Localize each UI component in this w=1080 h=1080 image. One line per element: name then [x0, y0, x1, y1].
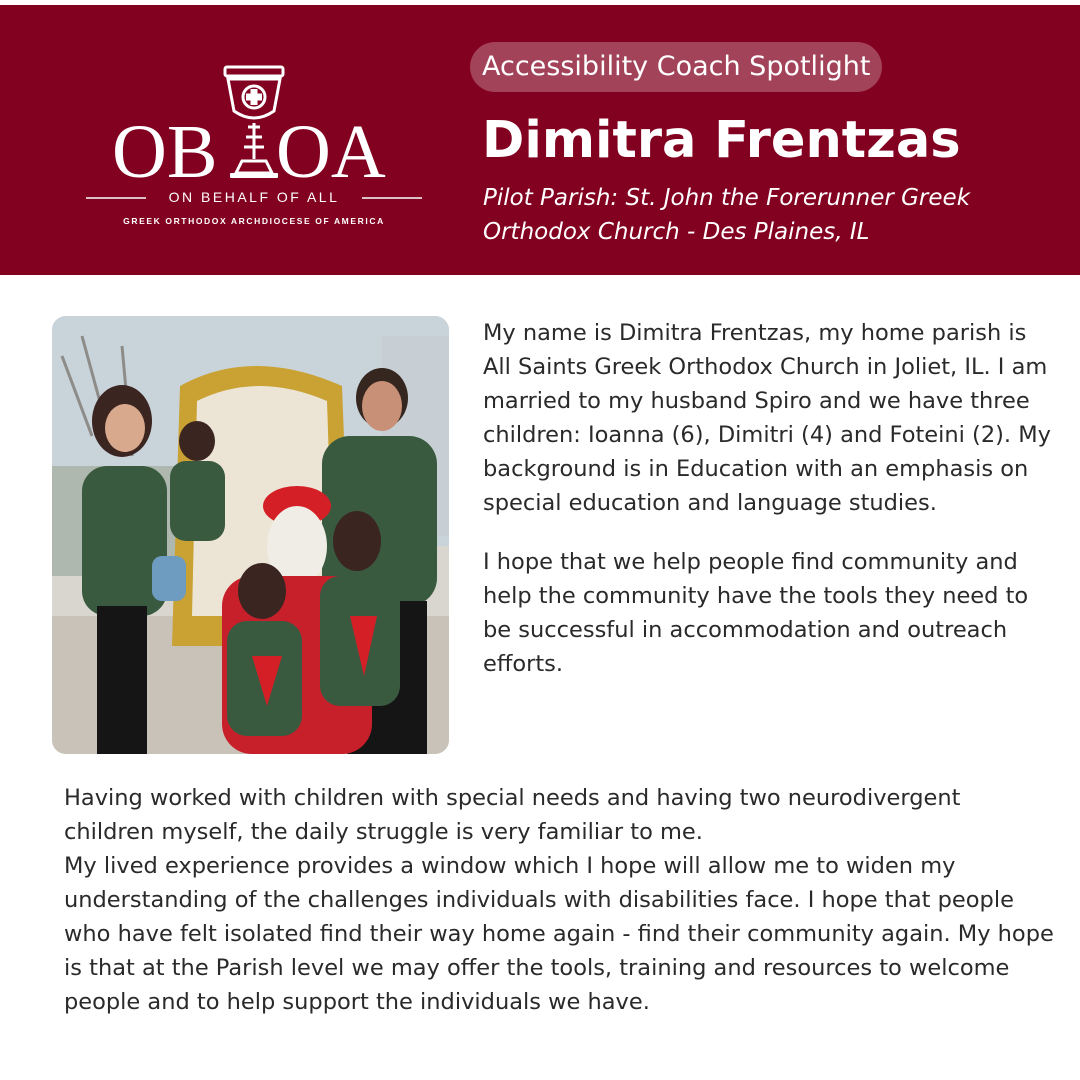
logo-tagline: ON BEHALF OF ALL — [168, 189, 340, 205]
coach-name: Dimitra Frentzas — [482, 111, 961, 170]
oboa-logo — [84, 61, 424, 236]
spotlight-badge: Accessibility Coach Spotlight — [470, 42, 882, 92]
chalice-icon — [84, 61, 424, 236]
pilot-parish: Pilot Parish: St. John the Forerunner Greek Orthodox Church - Des Plaines, IL — [483, 185, 971, 245]
family-photo — [52, 316, 449, 754]
bio-paragraph-1: My name is Dimitra Frentzas, my home parish is All Saints Greek Orthodox Church in Joliet, IL. I am married to my husband Spiro and we have three children: Ioanna (6), Dimitri (4) and Foteini (2). My background is in Education with an emphasis on special education and language studies. — [483, 320, 1051, 516]
bio-section — [483, 316, 1053, 706]
svg-text:OA: OA — [276, 110, 386, 194]
story-line-1: Having worked with children with special needs and having two neurodivergent children myself, the daily struggle is very familiar to me. — [64, 785, 961, 845]
bio-paragraph-2: I hope that we help people find community and help the community have the tools they need to be successful in accommodation and outreach efforts. — [483, 549, 1029, 677]
story-line-2: My lived experience provides a window which I hope will allow me to widen my understanding of the challenges individuals with disabilities face. I hope that people who have felt isolated find their way home again - find their community again. My hope is that at the Parish level we may offer the tools, training and resources to welcome people and to help support the individuals we have. — [64, 853, 1054, 1015]
story-section — [64, 781, 1054, 1019]
logo-organization: GREEK ORTHODOX ARCHDIOCESE OF AMERICA — [123, 216, 385, 226]
svg-text:OB: OB — [112, 110, 218, 194]
header-banner — [0, 0, 1080, 275]
